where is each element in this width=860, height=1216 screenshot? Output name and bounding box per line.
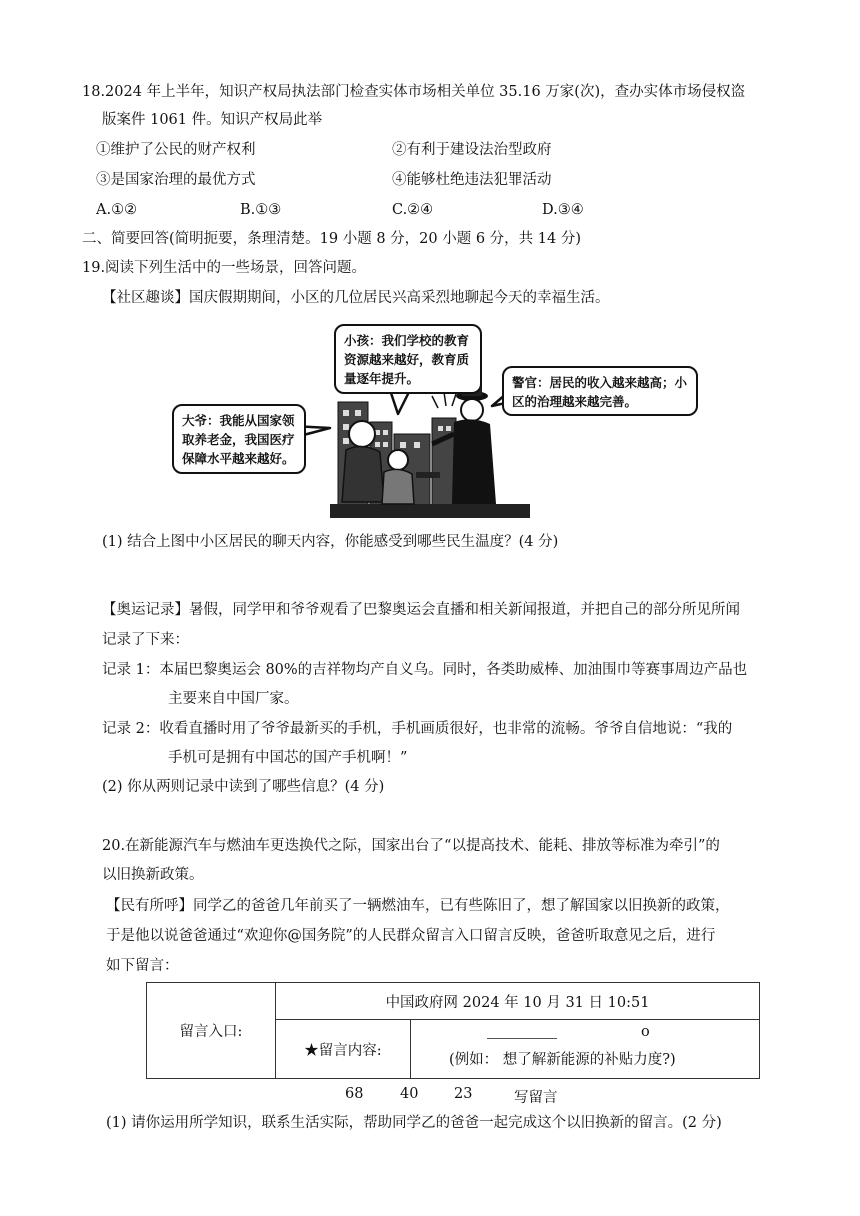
message-entry-table	[146, 982, 760, 1079]
q20-sub-question-1: (1) 请你运用所学知识，联系生活实际，帮助同学乙的爸爸一起完成这个以旧换新的留言。(2 分)	[106, 1115, 722, 1131]
q18-option-2: ②有利于建设法治型政府	[392, 142, 552, 158]
content-input-cell[interactable]	[411, 1020, 760, 1079]
q18-choice-c: C.②④	[392, 202, 434, 218]
header-cell	[276, 983, 760, 1020]
q18-option-1: ①维护了公民的财产权利	[96, 142, 256, 158]
q20-scene-line3: 如下留言：	[106, 958, 179, 974]
answer-blank-line[interactable]	[487, 1038, 557, 1039]
record-1-line1: 记录 1：本届巴黎奥运会 80%的吉祥物均产自义乌。同时，各类助威棒、加油围巾等赛事周边产品也	[102, 662, 748, 678]
q20-scene-line1: 【民有所呼】同学乙的爸爸几年前买了一辆燃油车，已有些陈旧了，想了解国家以旧换新的政策，	[106, 898, 730, 914]
write-message-button[interactable]: 写留言	[514, 1090, 558, 1106]
police-speech-bubble: 警官：居民的收入越来越高；小区的治理越来越完善。	[502, 366, 698, 416]
q18-stem-line1: 18.2024 年上半年，知识产权局执法部门检查实体市场相关单位 35.16 万家(次)，查办实体市场侵权盗	[82, 84, 746, 100]
q18-choice-b: B.①③	[240, 202, 282, 218]
q19-sub-question-1: (1) 结合上图中小区居民的聊天内容，你能感受到哪些民生温度？(4 分)	[102, 534, 559, 550]
entry-label: 留言入口:	[179, 1024, 243, 1040]
footer-count-1: 68	[345, 1086, 364, 1102]
child-speech-bubble: 小孩：我们学校的教育资源越来越好，教育质量逐年提升。	[334, 324, 482, 394]
q19-scene-olympics-line1: 【奥运记录】暑假，同学甲和爷爷观看了巴黎奥运会直播和相关新闻报道，并把自己的部分所见所闻	[102, 602, 740, 618]
content-label-cell	[276, 1020, 411, 1079]
footer-count-2: 40	[400, 1086, 419, 1102]
community-comic	[170, 322, 698, 518]
q19-scene-olympics-line2: 记录了下来：	[102, 632, 189, 648]
q18-option-3: ③是国家治理的最优方式	[96, 172, 256, 188]
q20-scene-line2: 于是他以说爸爸通过“欢迎你@国务院”的人民群众留言入口留言反映，爸爸听取意见之后，进行	[106, 928, 716, 944]
record-2-line2: 手机可是拥有中国芯的国产手机啊！”	[168, 750, 408, 766]
q20-stem-line2: 以旧换新政策。	[102, 867, 204, 883]
entry-label-cell	[147, 983, 276, 1079]
site-date-time: 中国政府网 2024 年 10 月 31 日 10:51	[385, 994, 650, 1011]
q19-sub-question-2: (2) 你从两则记录中读到了哪些信息？(4 分)	[102, 779, 385, 795]
section-2-heading: 二、简要回答(简明扼要，条理清楚。19 小题 8 分，20 小题 6 分，共 14 分)	[82, 231, 581, 247]
q19-scene-community: 【社区趣谈】国庆假期期间，小区的几位居民兴高采烈地聊起今天的幸福生活。	[102, 290, 610, 306]
q18-stem-line2: 版案件 1061 件。知识产权局此举	[102, 112, 323, 128]
q18-choice-d: D.③④	[542, 202, 584, 218]
q19-stem: 19.阅读下列生活中的一些场景，回答问题。	[82, 260, 367, 276]
record-1-line2: 主要来自中国厂家。	[168, 691, 299, 707]
q20-stem-line1: 20.在新能源汽车与燃油车更迭换代之际，国家出台了“以提高技术、能耗、排放等标准为牵引”的	[102, 838, 720, 854]
grandpa-speech-bubble: 大爷：我能从国家领取养老金，我国医疗保障水平越来越好。	[172, 404, 306, 474]
record-2-line1: 记录 2：收看直播时用了爷爷最新买的手机，手机画质很好，也非常的流畅。爷爷自信地说：“我的	[102, 721, 733, 737]
footer-count-3: 23	[454, 1086, 473, 1102]
content-label: ★留言内容:	[304, 1042, 382, 1059]
q18-choice-a: A.①②	[96, 202, 138, 218]
blank-end-mark: o	[641, 1024, 650, 1040]
q18-option-4: ④能够杜绝违法犯罪活动	[392, 172, 552, 188]
example-hint: (例如： 想了解新能源的补贴力度?)	[449, 1052, 676, 1068]
